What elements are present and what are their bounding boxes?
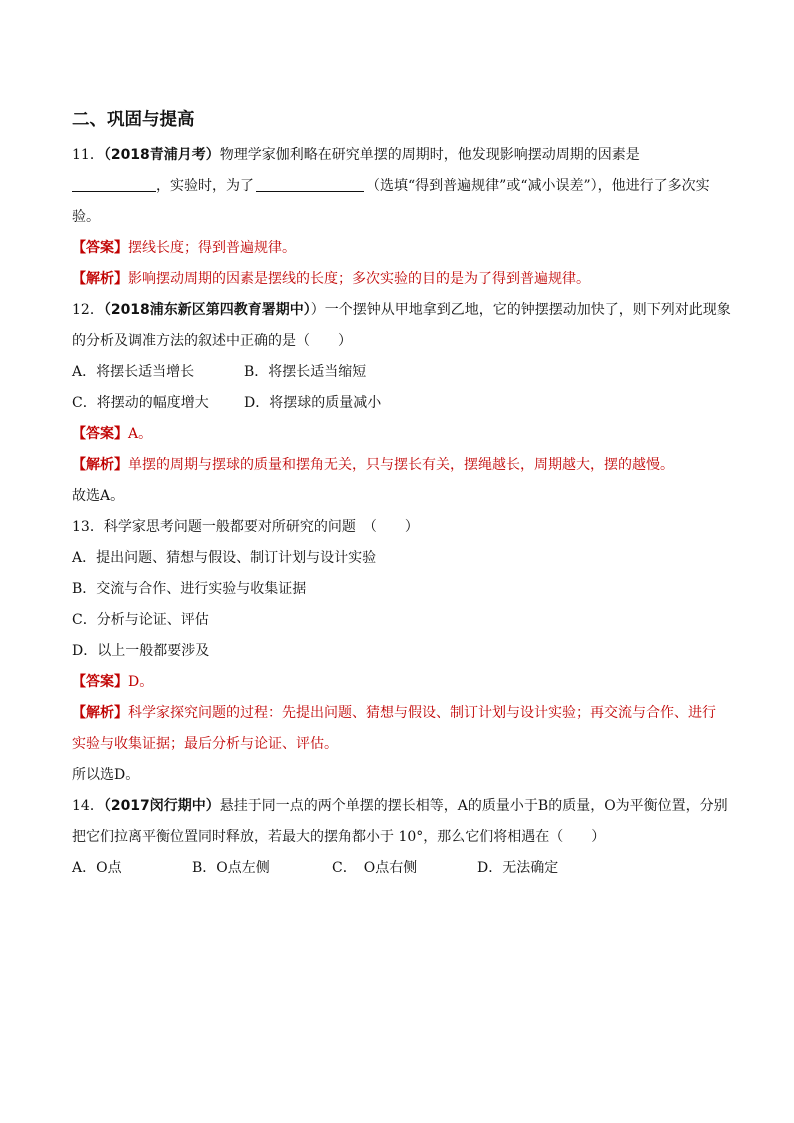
- q12-option-d[interactable]: D．将摆球的质量减小: [244, 395, 382, 411]
- q12-conclusion: 故选A。: [72, 488, 125, 504]
- q13-answer-text: D。: [128, 674, 154, 690]
- q11-analysis-label: 【解析】: [72, 271, 128, 287]
- q13-option-d[interactable]: D．以上一般都要涉及: [72, 643, 210, 659]
- q13-stem: [72, 512, 722, 543]
- q13-answer: [72, 667, 722, 698]
- q11-blank-2[interactable]: [256, 177, 364, 192]
- q11-stem-line1: [72, 140, 722, 171]
- q14-source: （2017闵行期中）: [103, 798, 220, 814]
- q14-stem-line2: 把它们拉离平衡位置同时释放，若最大的摆角都小于 10°，那么它们将相遇在（ ）: [72, 829, 606, 845]
- q12-source: （2018浦东新区第四教育署期中）: [103, 302, 311, 318]
- q11-stem-line3: 验。: [72, 209, 100, 225]
- q13-stem-text: 科学家思考问题一般都要对所研究的问题 （ ）: [103, 519, 419, 535]
- q13-option-c[interactable]: C．分析与论证、评估: [72, 612, 209, 628]
- q13-conclusion: 所以选D。: [72, 767, 140, 783]
- q13-option-b[interactable]: B．交流与合作、进行实验与收集证据: [72, 581, 307, 597]
- q13-analysis-label: 【解析】: [72, 705, 128, 721]
- q12-analysis-label: 【解析】: [72, 457, 128, 473]
- q12-answer-text: A。: [128, 426, 153, 442]
- q12-analysis: [72, 450, 722, 481]
- q12-options-row2: [72, 388, 722, 419]
- q14-option-c[interactable]: C． O点右侧: [332, 860, 418, 876]
- q11-answer-label: 【答案】: [72, 240, 128, 256]
- document-page: [72, 100, 731, 884]
- q12-answer: [72, 419, 722, 450]
- q11-analysis-text: 影响摆动周期的因素是摆线的长度；多次实验的目的是为了得到普遍规律。: [128, 271, 590, 287]
- q11-blank-1[interactable]: [72, 177, 156, 192]
- q14-stem-line1: [72, 791, 728, 822]
- q13-analysis-line1: [72, 698, 722, 729]
- q11-stem1: 物理学家伽利略在研究单摆的周期时，他发现影响摆动周期的因素是: [219, 147, 640, 163]
- q14-option-a[interactable]: A．O点: [72, 860, 122, 876]
- q12-stem1: ）一个摆钟从甲地拿到乙地，它的钟摆摆动加快了，则下列对此现象: [310, 302, 731, 318]
- q11-stem2a: ，实验时，为了: [156, 178, 254, 194]
- q12-stem-line1: [72, 295, 731, 326]
- q12-options-row1: [72, 357, 722, 388]
- q13-answer-label: 【答案】: [72, 674, 128, 690]
- q12-option-b[interactable]: B．将摆长适当缩短: [244, 364, 367, 380]
- q13-option-a[interactable]: A．提出问题、猜想与假设、制订计划与设计实验: [72, 550, 377, 566]
- q11-analysis: [72, 264, 722, 295]
- q14-option-d[interactable]: D．无法确定: [477, 860, 559, 876]
- q11-stem-line2: [72, 171, 722, 202]
- q11-answer-text: 摆线长度；得到普遍规律。: [128, 240, 296, 256]
- q14-stem1: 悬挂于同一点的两个单摆的摆长相等，A的质量小于B的质量，O为平衡位置，分别: [219, 798, 728, 814]
- q13-analysis-line2: 实验与收集证据；最后分析与论证、评估。: [72, 736, 338, 752]
- q11-number: 11．: [72, 147, 104, 163]
- q12-option-a[interactable]: A．将摆长适当增长: [72, 364, 195, 380]
- q11-source: （2018青浦月考）: [103, 147, 220, 163]
- q14-option-b[interactable]: B．O点左侧: [192, 860, 270, 876]
- q13-number: 13．: [72, 519, 104, 535]
- q12-answer-label: 【答案】: [72, 426, 128, 442]
- q13-analysis-text1: 科学家探究问题的过程：先提出问题、猜想与假设、制订计划与设计实验；再交流与合作、进行: [128, 705, 716, 721]
- q14-number: 14．: [72, 798, 104, 814]
- q11-stem2b: （选填“得到普遍规律”或“减小误差”），他进行了多次实: [366, 178, 710, 194]
- q12-number: 12．: [72, 302, 104, 318]
- section-title: 二、巩固与提高: [72, 110, 195, 130]
- q11-answer: [72, 233, 722, 264]
- q12-analysis-text: 单摆的周期与摆球的质量和摆角无关，只与摆长有关，摆绳越长，周期越大，摆的越慢。: [128, 457, 674, 473]
- q12-option-c[interactable]: C．将摆动的幅度增大: [72, 395, 209, 411]
- q12-stem-line2: 的分析及调准方法的叙述中正确的是（ ）: [72, 333, 352, 349]
- q14-options: [72, 853, 722, 884]
